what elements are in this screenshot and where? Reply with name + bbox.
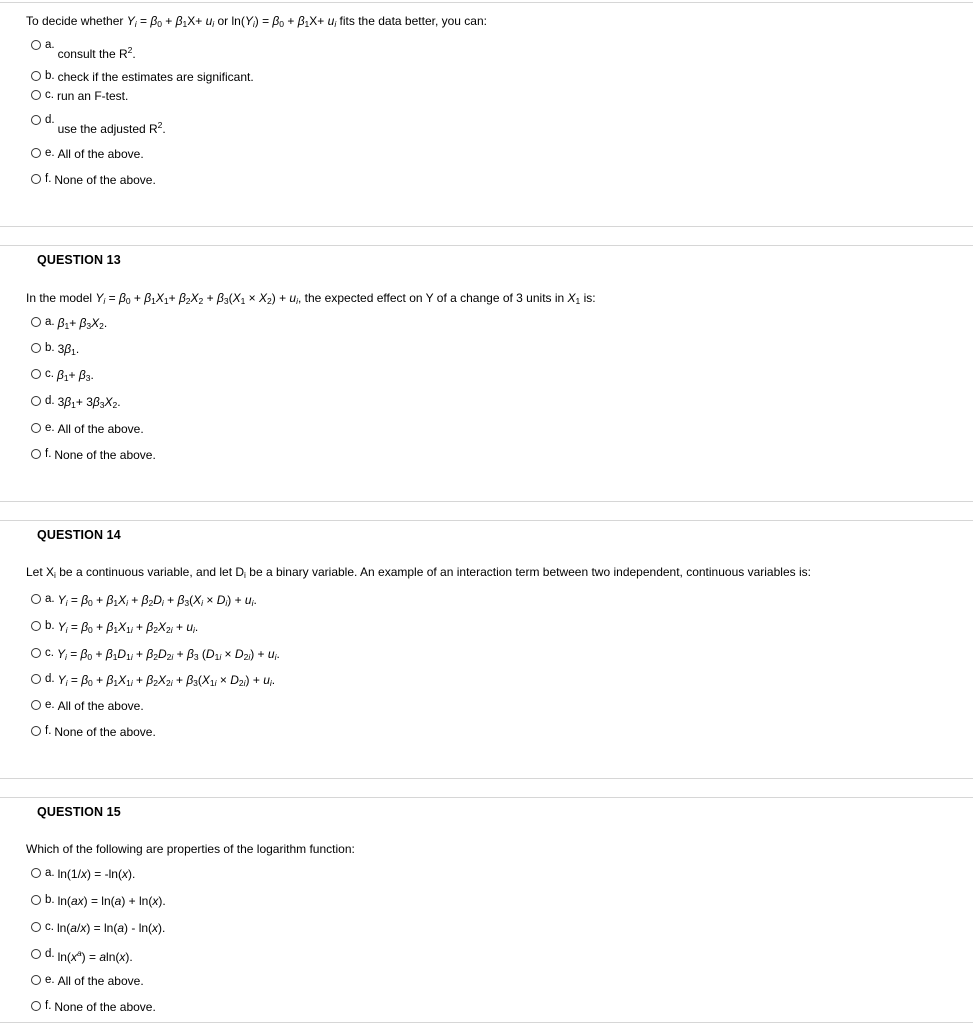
q14-stem-start: Let X — [26, 565, 55, 579]
option-text: $\beta_1+ \beta_3X_2$. — [57, 316, 108, 331]
q15-option-d[interactable] — [31, 948, 133, 964]
option-letter: a. — [45, 39, 55, 51]
option-letter: d. — [45, 673, 55, 685]
q14-option-b[interactable] — [31, 620, 198, 635]
option-text: None of the above. — [54, 725, 156, 739]
option-letter: e. — [45, 422, 55, 434]
q13-option-d[interactable] — [31, 395, 121, 410]
q15-option-c[interactable] — [31, 921, 165, 935]
option-letter: e. — [45, 699, 55, 711]
q13-option-e[interactable] — [31, 422, 144, 436]
section-divider — [0, 520, 973, 521]
option-text: use the adjusted R — [57, 122, 158, 136]
question-15-title: QUESTION 15 — [37, 805, 121, 819]
radio-button[interactable] — [31, 726, 41, 736]
q15-option-f[interactable] — [31, 1000, 156, 1014]
option-letter: d. — [45, 114, 55, 126]
q13-option-a[interactable] — [31, 316, 107, 331]
option-text: $3\beta_1$. — [57, 342, 80, 357]
option-text: All of the above. — [57, 422, 144, 436]
radio-button[interactable] — [31, 449, 41, 459]
option-letter: c. — [45, 921, 54, 933]
option-text: $Y_i = \beta_0 + \beta_1D_{1i} + \beta_2D_{2i} + \beta_3$ $(D_{1i} \times D_{2i}) + u_i$. — [56, 647, 280, 662]
q14-stem-middle: be a continuous variable, and let D — [55, 565, 245, 579]
option-letter: c. — [45, 647, 54, 659]
section-divider — [0, 226, 973, 227]
radio-button[interactable] — [31, 922, 41, 932]
q14-option-d[interactable] — [31, 673, 275, 688]
q15-option-a[interactable] — [31, 867, 135, 881]
option-letter: f. — [45, 725, 52, 737]
radio-button[interactable] — [31, 1001, 41, 1011]
radio-button[interactable] — [31, 648, 41, 658]
section-divider — [0, 501, 973, 502]
top-divider — [0, 2, 973, 3]
option-text: None of the above. — [54, 1000, 156, 1014]
q12-stem-end: fits the data better, you can: — [336, 14, 487, 28]
radio-button[interactable] — [31, 674, 41, 684]
q14-stem-end: be a binary variable. An example of an interaction term between two independent, continuous variables is: — [245, 565, 811, 579]
q13-stem-start: In the model — [26, 291, 96, 305]
radio-button[interactable] — [31, 868, 41, 878]
option-text: All of the above. — [57, 974, 144, 988]
q12-option-d[interactable]: d. use the adjusted $R^2$. — [31, 114, 166, 130]
option-text: consult the R — [57, 47, 128, 61]
option-letter: d. — [45, 948, 55, 960]
radio-button[interactable] — [31, 343, 41, 353]
q12-option-a[interactable]: a. consult the $R^2$. — [31, 39, 136, 55]
q14-option-c[interactable] — [31, 647, 280, 662]
radio-button[interactable] — [31, 895, 41, 905]
option-letter: b. — [45, 70, 55, 82]
option-text: None of the above. — [54, 448, 156, 462]
option-text: ln(ax) = ln(a) + ln(x). — [57, 894, 166, 908]
option-letter: c. — [45, 368, 54, 380]
option-letter: b. — [45, 894, 55, 906]
option-letter: a. — [45, 867, 55, 879]
option-letter: b. — [45, 620, 55, 632]
radio-button[interactable] — [31, 369, 41, 379]
option-text: All of the above. — [57, 699, 144, 713]
option-text: $\ln(x^a) = aln(x)$. — [57, 948, 133, 964]
q13-option-b[interactable] — [31, 342, 79, 357]
option-letter: a. — [45, 593, 55, 605]
radio-button[interactable] — [31, 396, 41, 406]
radio-button[interactable] — [31, 115, 41, 125]
option-letter: f. — [45, 1000, 52, 1012]
q12-option-b[interactable] — [31, 70, 254, 84]
radio-button[interactable] — [31, 949, 41, 959]
q13-option-c[interactable] — [31, 368, 94, 383]
option-text: ln(1/x) = -ln(x). — [57, 867, 136, 881]
q15-option-b[interactable] — [31, 894, 166, 908]
section-divider — [0, 797, 973, 798]
option-text: $Y_i = \beta_0 + \beta_1X_i + \beta_2D_i + \beta_3(X_i \times D_i) + u_i$. — [57, 593, 257, 608]
option-letter: f. — [45, 173, 52, 185]
option-letter: a. — [45, 316, 55, 328]
section-divider — [0, 245, 973, 246]
option-text: $Y_i = \beta_0 + \beta_1X_{1i} + \beta_2X_{2i} + u_i$. — [57, 620, 199, 635]
radio-button[interactable] — [31, 90, 41, 100]
bottom-divider — [0, 1022, 973, 1023]
question-13-title: QUESTION 13 — [37, 253, 121, 267]
option-letter: c. — [45, 89, 54, 101]
option-letter: e. — [45, 147, 55, 159]
option-text: None of the above. — [54, 173, 156, 187]
q13-option-f[interactable] — [31, 448, 156, 462]
q14-option-f[interactable] — [31, 725, 156, 739]
radio-button[interactable] — [31, 975, 41, 985]
q14-option-a[interactable] — [31, 593, 257, 608]
radio-button[interactable] — [31, 317, 41, 327]
radio-button[interactable] — [31, 621, 41, 631]
q12-stem-start: To decide whether — [26, 14, 127, 28]
option-letter: d. — [45, 395, 55, 407]
option-text: check if the estimates are significant. — [57, 70, 254, 84]
q12-option-f[interactable] — [31, 173, 156, 187]
radio-button[interactable] — [31, 594, 41, 604]
option-text: $Y_i = \beta_0 + \beta_1X_{1i} + \beta_2X_{2i} + \beta_3(X_{1i} \times D_{2i}) + u_i$. — [57, 673, 276, 688]
question-14-title: QUESTION 14 — [37, 528, 121, 542]
option-letter: b. — [45, 342, 55, 354]
q14-stem: Let $X_i$ be a continuous variable, and let $D_i$ be a binary variable. An example of an interaction term between two independent, continuous variables is: — [26, 565, 811, 580]
q12-option-e[interactable] — [31, 147, 144, 161]
q14-option-e[interactable] — [31, 699, 144, 713]
section-divider — [0, 778, 973, 779]
radio-button[interactable] — [31, 40, 41, 50]
q12-option-c[interactable] — [31, 89, 128, 103]
q12-stem-math: $Y_i$ — [126, 14, 137, 29]
q13-stem-end: is: — [580, 291, 596, 305]
option-letter: f. — [45, 448, 52, 460]
radio-button[interactable] — [31, 700, 41, 710]
option-text: $3\beta_1+ 3\beta_3X_2$. — [57, 395, 121, 410]
q15-option-e[interactable] — [31, 974, 144, 988]
q15-stem: Which of the following are properties of the logarithm function: — [26, 842, 355, 856]
q12-stem: To decide whether $Y_i = \beta_0 + \beta_1X+ u_i$ or $\ln(Y_i) = \beta_0 + \beta_1X+ u_i$ fits the data better, you can: — [26, 14, 487, 29]
radio-button[interactable] — [31, 423, 41, 433]
radio-button[interactable] — [31, 174, 41, 184]
option-letter: e. — [45, 974, 55, 986]
q13-stem: In the model $Y_i = \beta_0 + \beta_1X_1+ \beta_2X_2 + \beta_3(X_1 \times X_2) + u_i$, the expected effect on Y of a change of 3 units in $X_1$ is: — [26, 291, 596, 306]
option-text: ln(a/x) = ln(a) - ln(x). — [56, 921, 166, 935]
option-text: All of the above. — [57, 147, 144, 161]
radio-button[interactable] — [31, 148, 41, 158]
radio-button[interactable] — [31, 71, 41, 81]
option-text: run an F-test. — [56, 89, 129, 103]
option-text: $\beta_1+ \beta_3$. — [56, 368, 94, 383]
q13-stem-middle: , the expected effect on Y of a change of 3 units in — [298, 291, 568, 305]
